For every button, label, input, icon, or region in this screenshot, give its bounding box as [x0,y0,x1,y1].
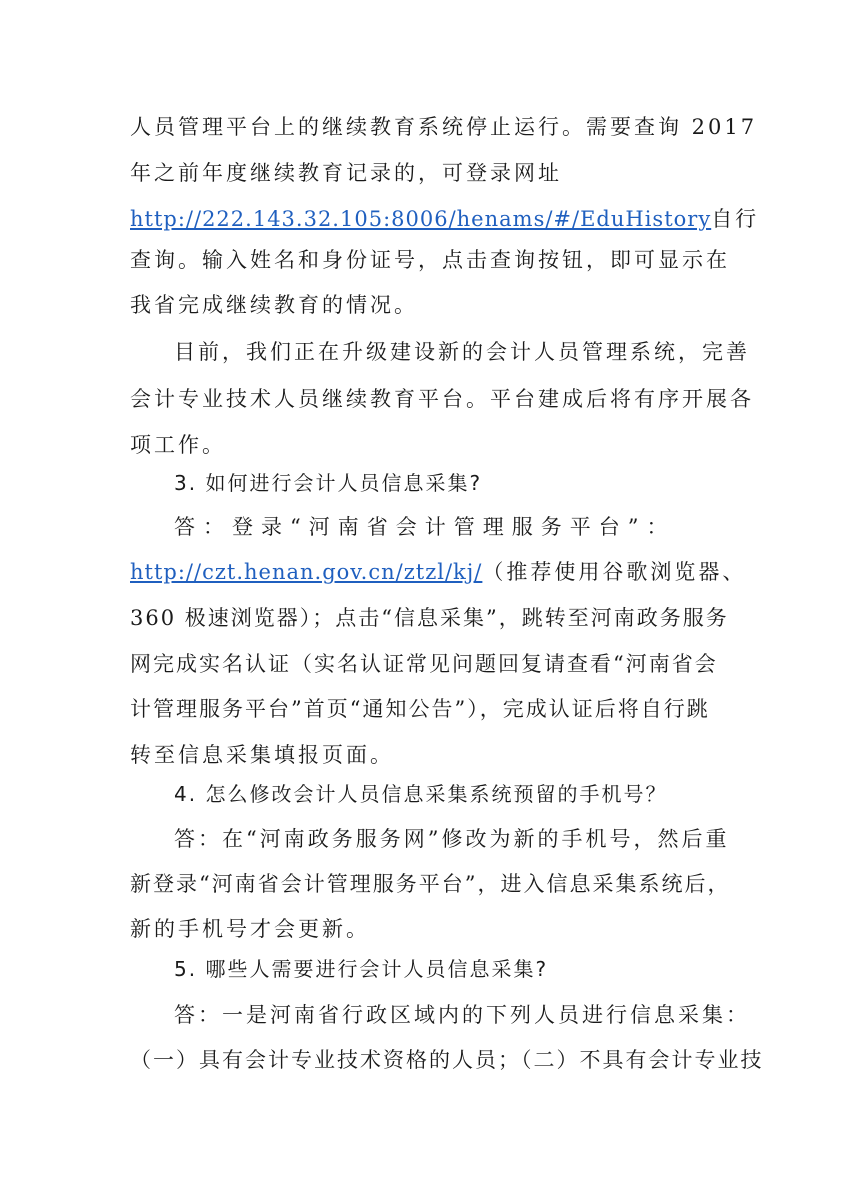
paragraph-line: 人员管理平台上的继续教育系统停止运行。需要查询 2017 [130,115,758,139]
paragraph-line: 网完成实名认证（实名认证常见问题回复请查看“河南省会 [130,652,718,676]
paragraph-line-with-link [130,204,760,234]
paragraph-line: 计管理服务平台”首页“通知公告”），完成认证后将自行跳 [130,697,710,721]
paragraph-line: 360 极速浏览器）；点击“信息采集”，跳转至河南政务服务 [130,606,729,630]
section-heading-5: 5. 哪些人需要进行会计人员信息采集? [174,957,549,981]
paragraph-line: 答：一是河南省行政区域内的下列人员进行信息采集： [174,1003,750,1027]
paragraph-line: 项工作。 [130,433,226,457]
paragraph-line: 答：在“河南政务服务网”修改为新的手机号，然后重 [174,827,730,851]
paragraph-line: 新的手机号才会更新。 [130,917,370,941]
paragraph-line: 答：登录“河南省会计管理服务平台”： [174,515,676,539]
paragraph-line: 新登录“河南省会计管理服务平台”，进入信息采集系统后， [130,872,731,896]
paragraph-line-with-link [130,557,747,587]
paragraph-line: 目前，我们正在升级建设新的会计人员管理系统，完善 [174,340,750,364]
section-heading-4: 4. 怎么修改会计人员信息采集系统预留的手机号？ [174,782,668,806]
edu-history-link[interactable]: http://222.143.32.105:8006/henams/#/EduHistory [130,207,712,231]
paragraph-line: 年之前年度继续教育记录的，可登录网址 [130,161,562,185]
platform-link[interactable]: http://czt.henan.gov.cn/ztzl/kj/ [130,560,483,584]
paragraph-line: （一）具有会计专业技术资格的人员；（二）不具有会计专业技 [130,1048,764,1072]
section-heading-3: 3. 如何进行会计人员信息采集? [174,471,483,495]
paragraph-line: 我省完成继续教育的情况。 [130,293,418,317]
paragraph-line: 转至信息采集填报页面。 [130,743,394,767]
paragraph-line: 会计专业技术人员继续教育平台。平台建成后将有序开展各 [130,387,754,411]
paragraph-text: （推荐使用谷歌浏览器、 [482,560,747,584]
paragraph-text: 自行 [711,207,760,231]
paragraph-line: 查询。输入姓名和身份证号，点击查询按钮，即可显示在 [130,248,730,272]
